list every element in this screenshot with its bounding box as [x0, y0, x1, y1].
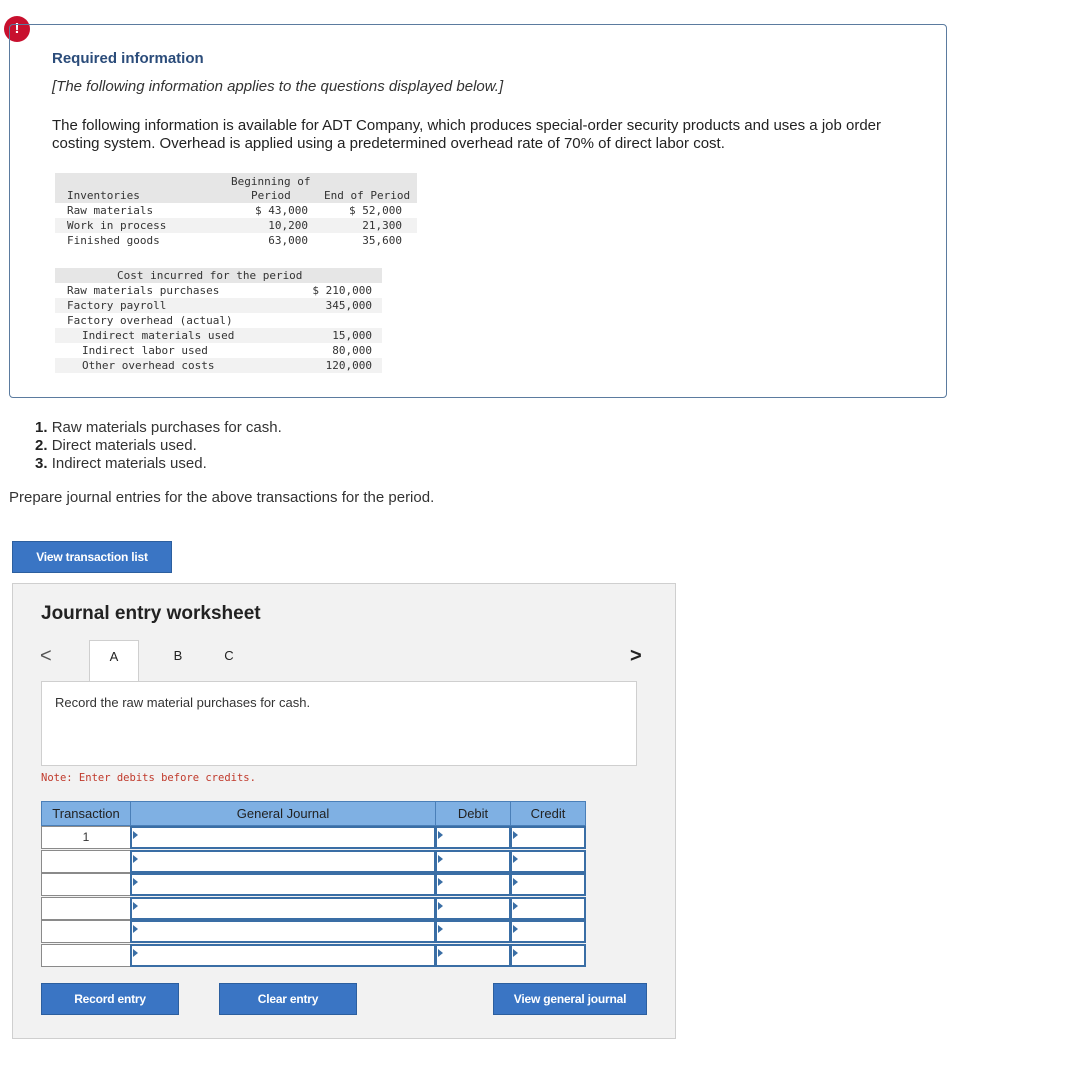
column-header-transaction: Transaction [41, 801, 131, 826]
table-row [55, 328, 382, 343]
row-value: 120,000 [325, 359, 372, 372]
table-row [55, 298, 382, 313]
credit-input[interactable] [510, 920, 586, 943]
debit-input[interactable] [435, 944, 511, 967]
worksheet-title: Journal entry worksheet [41, 603, 261, 624]
caret-right-icon [513, 925, 518, 933]
question-text: Direct materials used. [51, 437, 197, 454]
view-general-journal-button[interactable]: View general journal [493, 983, 647, 1015]
caret-right-icon [133, 902, 138, 910]
row-value: 15,000 [332, 329, 372, 342]
debit-input[interactable] [435, 920, 511, 943]
tab-a[interactable]: A [89, 640, 139, 682]
required-info-paragraph: The following information is available for ADT Company, which produces special-order security products and uses a job order costing system. Overhead is applied using a predetermined overhead rate of 70% of direct labor cost. [52, 117, 882, 152]
row-end: 35,600 [362, 234, 402, 247]
inventory-header-period: Period [251, 189, 291, 202]
question-number: 2. [35, 437, 48, 454]
general-journal-input[interactable] [130, 826, 436, 849]
caret-right-icon [133, 855, 138, 863]
table-row [55, 358, 382, 373]
credit-input[interactable] [510, 850, 586, 873]
caret-right-icon [133, 878, 138, 886]
chevron-left-icon[interactable]: < [40, 645, 52, 667]
row-label: Raw materials purchases [67, 284, 220, 297]
general-journal-input[interactable] [130, 944, 436, 967]
caret-right-icon [438, 949, 443, 957]
inventory-header-beginning: Beginning of [231, 175, 311, 188]
required-info-title: Required information [52, 50, 204, 67]
table-row [55, 218, 417, 233]
row-value: $ 210,000 [312, 284, 372, 297]
table-row [55, 283, 382, 298]
column-header-debit: Debit [435, 801, 511, 826]
caret-right-icon [513, 878, 518, 886]
question-list [35, 419, 282, 473]
table-row [55, 343, 382, 358]
table-row [55, 313, 382, 328]
caret-right-icon [133, 831, 138, 839]
required-info-subtitle: [The following information applies to the questions displayed below.] [52, 78, 504, 95]
alert-icon: ! [4, 16, 30, 42]
question-text: Indirect materials used. [51, 455, 207, 472]
row-begin: 63,000 [268, 234, 308, 247]
caret-right-icon [438, 855, 443, 863]
row-begin: $ 43,000 [255, 204, 308, 217]
transaction-cell [41, 944, 131, 967]
question-text: Raw materials purchases for cash. [51, 419, 282, 436]
credit-input[interactable] [510, 897, 586, 920]
general-journal-input[interactable] [130, 873, 436, 896]
transaction-cell [41, 897, 131, 920]
prepare-instructions: Prepare journal entries for the above transactions for the period. [9, 489, 435, 506]
record-entry-button[interactable]: Record entry [41, 983, 179, 1015]
question-number: 1. [35, 419, 48, 436]
row-begin: 10,200 [268, 219, 308, 232]
row-label: Factory overhead (actual) [67, 314, 233, 327]
row-label: Factory payroll [67, 299, 167, 312]
transaction-cell [41, 920, 131, 943]
transaction-cell [41, 826, 131, 849]
caret-right-icon [513, 855, 518, 863]
row-label: Other overhead costs [82, 359, 215, 372]
list-item [35, 419, 282, 437]
transaction-cell [41, 850, 131, 873]
instruction-text: Record the raw material purchases for cash. [55, 695, 311, 710]
debit-input[interactable] [435, 826, 511, 849]
table-row [55, 203, 417, 218]
general-journal-input[interactable] [130, 897, 436, 920]
caret-right-icon [438, 925, 443, 933]
caret-right-icon [513, 949, 518, 957]
caret-right-icon [513, 831, 518, 839]
row-label: Finished goods [67, 234, 160, 247]
row-label: Indirect labor used [82, 344, 208, 357]
row-value: 80,000 [332, 344, 372, 357]
inventory-header-label: Inventories [67, 189, 140, 202]
tab-b[interactable]: B [173, 648, 183, 663]
transaction-cell [41, 873, 131, 896]
credit-input[interactable] [510, 873, 586, 896]
cost-header: Cost incurred for the period [117, 269, 303, 282]
row-value: 345,000 [325, 299, 372, 312]
caret-right-icon [438, 902, 443, 910]
column-header-credit: Credit [510, 801, 586, 826]
general-journal-input[interactable] [130, 850, 436, 873]
credit-input[interactable] [510, 944, 586, 967]
debit-input[interactable] [435, 873, 511, 896]
journal-grid-rows [41, 826, 586, 968]
row-label: Indirect materials used [82, 329, 235, 342]
tab-c[interactable]: C [224, 648, 234, 663]
question-number: 3. [35, 455, 48, 472]
column-header-general-journal: General Journal [130, 801, 436, 826]
credit-input[interactable] [510, 826, 586, 849]
debit-input[interactable] [435, 897, 511, 920]
row-end: 21,300 [362, 219, 402, 232]
clear-entry-button[interactable]: Clear entry [219, 983, 357, 1015]
caret-right-icon [133, 949, 138, 957]
view-transaction-list-button[interactable]: View transaction list [12, 541, 172, 573]
row-label: Work in process [67, 219, 167, 232]
list-item [35, 437, 282, 455]
debit-input[interactable] [435, 850, 511, 873]
row-end: $ 52,000 [349, 204, 402, 217]
general-journal-input[interactable] [130, 920, 436, 943]
caret-right-icon [513, 902, 518, 910]
transaction-number: 1 [82, 830, 90, 844]
chevron-right-icon[interactable]: > [630, 645, 642, 667]
caret-right-icon [133, 925, 138, 933]
instruction-panel [41, 681, 637, 766]
caret-right-icon [438, 878, 443, 886]
table-row [55, 233, 417, 248]
row-label: Raw materials [67, 204, 154, 217]
entry-note: Note: Enter debits before credits. [41, 772, 256, 784]
list-item [35, 455, 282, 473]
inventory-header-end: End of Period [324, 189, 411, 202]
caret-right-icon [438, 831, 443, 839]
